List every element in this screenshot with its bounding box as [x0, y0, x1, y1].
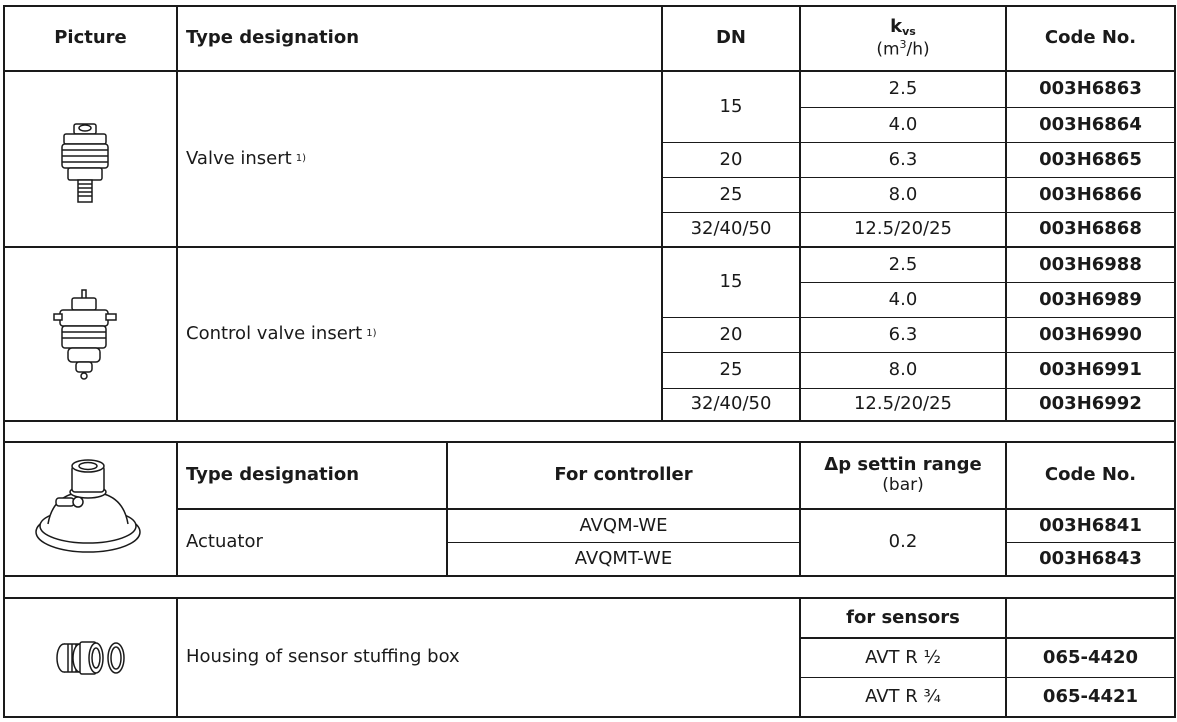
kvs-cell: 6.3	[888, 148, 918, 170]
sensor-stuffing-box-icon	[52, 638, 130, 678]
code-cell: 003H6863	[1039, 78, 1142, 100]
rule	[3, 575, 1176, 577]
code-cell: 003H6991	[1039, 359, 1142, 381]
dn-cell: 25	[719, 183, 743, 205]
actuator-icon	[32, 452, 144, 560]
header-kvs	[801, 7, 1005, 70]
header-picture: Picture	[54, 27, 127, 49]
dn-cell: 15	[719, 95, 743, 117]
valve-insert-label: Valve insert 1)	[186, 147, 306, 169]
header-code-no: Code No.	[1044, 27, 1137, 49]
kvs-cell: 6.3	[888, 323, 918, 345]
dn-cell: 15	[719, 271, 743, 293]
rule	[176, 441, 178, 577]
rule	[3, 716, 1176, 718]
actuator-header-code: Code No.	[1044, 464, 1137, 486]
sensor-cell: AVT R ½	[865, 646, 941, 668]
kvs-cell: 12.5/20/25	[853, 218, 952, 240]
header-type-designation: Type designation	[186, 27, 360, 49]
code-cell: 003H6992	[1039, 393, 1142, 415]
rule	[3, 420, 1176, 422]
code-cell: 003H6866	[1039, 183, 1142, 205]
kvs-cell: 12.5/20/25	[853, 393, 952, 415]
code-cell: 003H6864	[1039, 113, 1142, 135]
actuator-label: Actuator	[186, 531, 263, 553]
rule	[3, 5, 5, 718]
kvs-cell: 8.0	[888, 183, 918, 205]
kvs-unit: $(m^3/h)$	[876, 37, 930, 60]
control-valve-insert-label: Control valve insert 1)	[186, 322, 377, 344]
control-valve-insert-icon	[48, 288, 128, 384]
dn-cell: 20	[719, 323, 743, 345]
actuator-header-type: Type designation	[186, 464, 360, 486]
stuffing-box-label: Housing of sensor stuffing box	[186, 646, 460, 668]
controller-cell: AVQM-WE	[579, 514, 668, 536]
code-cell: 003H6865	[1039, 148, 1142, 170]
dn-cell: 32/40/50	[690, 393, 772, 415]
actuator-header-controller: For controller	[554, 464, 693, 486]
dn-cell: 20	[719, 148, 743, 170]
rule	[1174, 5, 1176, 718]
kvs-cell: 2.5	[888, 253, 918, 275]
rule	[176, 5, 178, 422]
valve-insert-icon	[50, 120, 120, 208]
code-cell: 065-4420	[1042, 646, 1139, 668]
kvs-cell: 4.0	[888, 113, 918, 135]
kvs-cell: 4.0	[888, 288, 918, 310]
rule	[176, 597, 178, 718]
kvs-symbol: kvs	[890, 16, 916, 39]
code-cell: 003H6843	[1039, 547, 1142, 569]
sensor-cell: AVT R ¾	[865, 685, 941, 707]
kvs-cell: 2.5	[888, 78, 918, 100]
kvs-cell: 8.0	[888, 359, 918, 381]
dp-range-cell: 0.2	[888, 531, 918, 553]
sensors-header: for sensors	[846, 606, 960, 628]
code-cell: 003H6990	[1039, 323, 1142, 345]
dn-cell: 32/40/50	[690, 218, 772, 240]
code-cell: 003H6989	[1039, 288, 1142, 310]
code-cell: 065-4421	[1042, 685, 1139, 707]
header-dn: DN	[715, 27, 746, 49]
code-cell: 003H6841	[1039, 514, 1142, 536]
code-cell: 003H6868	[1039, 218, 1142, 240]
code-cell: 003H6988	[1039, 253, 1142, 275]
actuator-header-dp: Δp settin range (bar)	[824, 454, 982, 496]
controller-cell: AVQMT-WE	[574, 547, 673, 569]
dn-cell: 25	[719, 359, 743, 381]
